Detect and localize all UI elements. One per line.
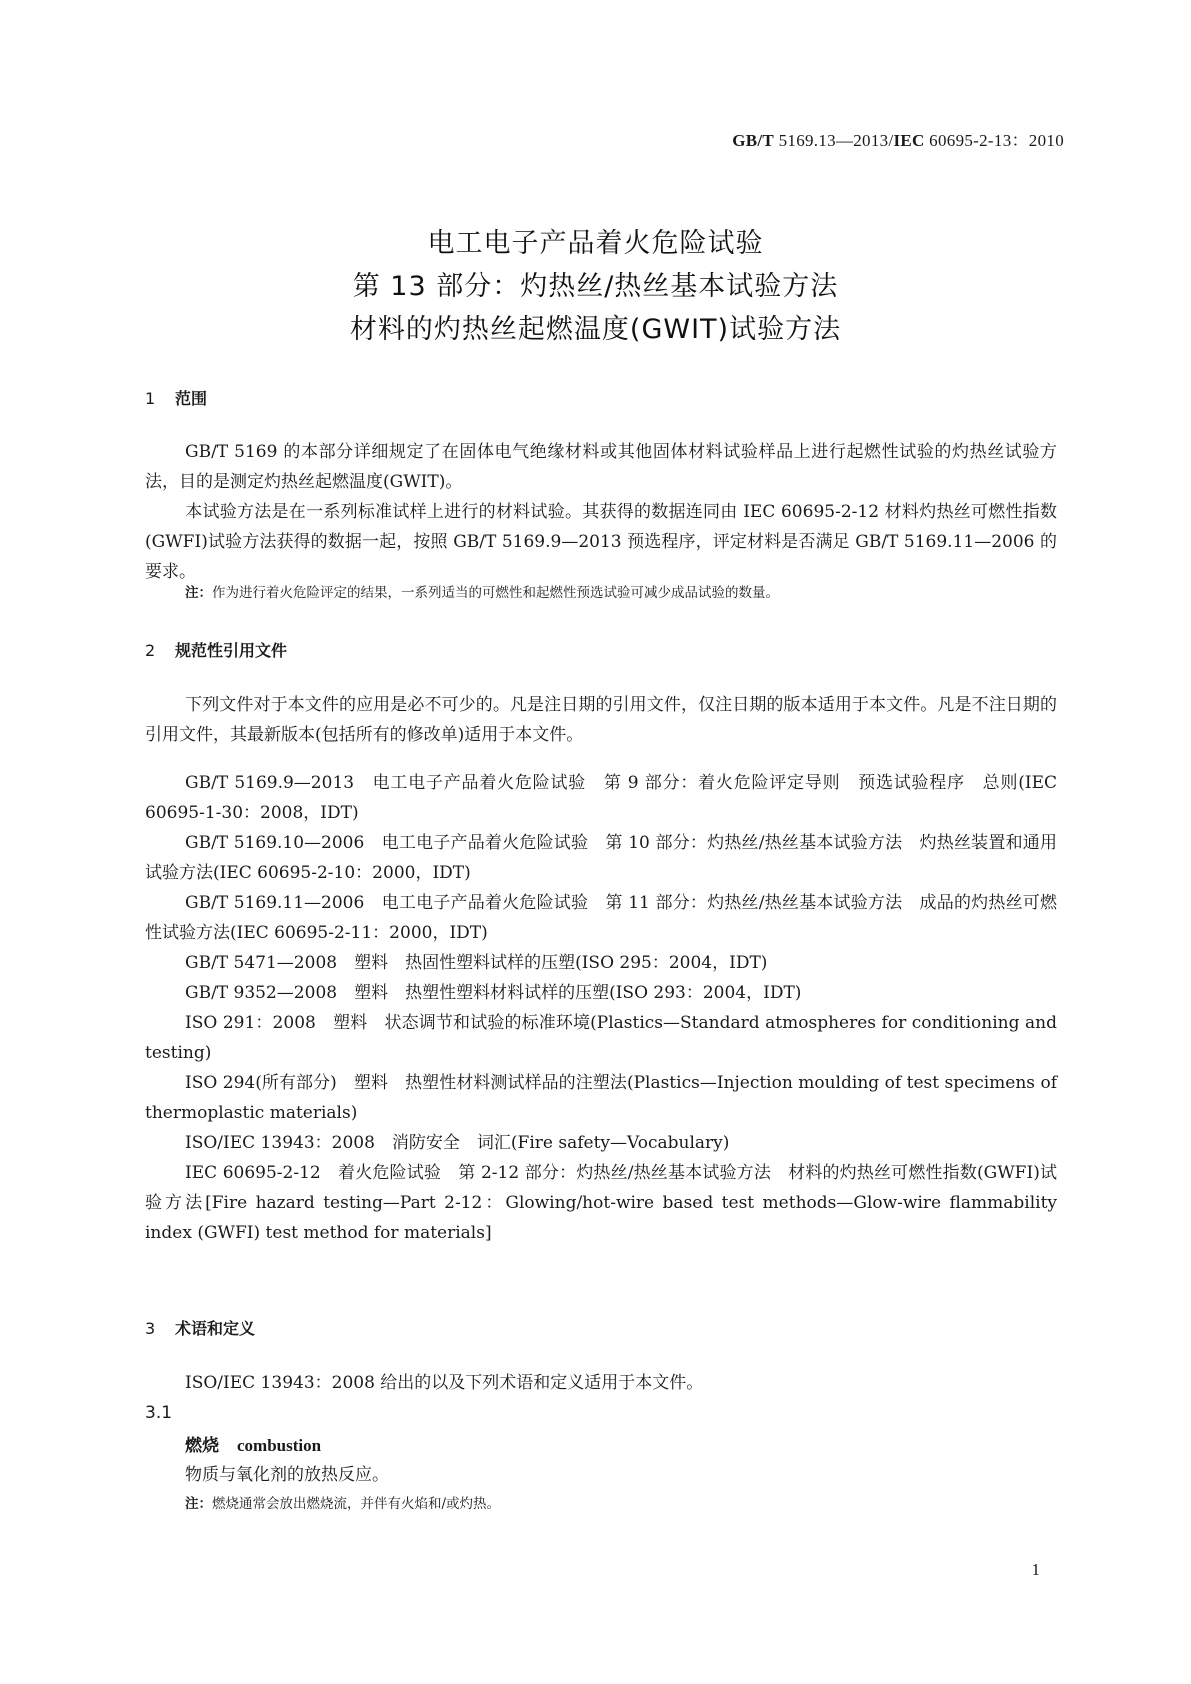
title-line-1: 电工电子产品着火危险试验 <box>427 228 764 259</box>
reference-item: IEC 60695-2-12 着火危险试验 第 2-12 部分：灼热丝/热丝基本试验方法 材料的灼热丝可燃性指数(GWFI)试验方法[Fire hazard testing—Part 2-12：Glowing/hot-wire based test methods—Glow-wire flammability index (GWFI) test method for materials] <box>145 1163 1057 1243</box>
scope-paragraph-1: GB/T 5169 的本部分详细规定了在固体电气绝缘材料或其他固体材料试验样品上进行起燃性试验的灼热丝试验方法，目的是测定灼热丝起燃温度(GWIT)。 <box>145 442 1057 492</box>
reference-item: GB/T 5169.11—2006 电工电子产品着火危险试验 第 11 部分：灼热丝/热丝基本试验方法 成品的灼热丝可燃性试验方法(IEC 60695-2-11：2000，IDT) <box>145 893 1057 943</box>
term-note: 注：燃烧通常会放出燃烧流，并伴有火焰和/或灼热。 <box>185 1496 501 1512</box>
term-definition: 物质与氧化剂的放热反应。 <box>185 1465 389 1485</box>
terms-intro: ISO/IEC 13943：2008 给出的以及下列术语和定义适用于本文件。 <box>185 1373 704 1393</box>
section-heading-terms: 3 术语和定义 <box>145 1319 256 1338</box>
term-number: 3.1 <box>145 1403 173 1423</box>
scope-note: 注：作为进行着火危险评定的结果，一系列适当的可燃性和起燃性预选试验可减少成品试验的数量。 <box>185 585 779 601</box>
reference-item: ISO/IEC 13943：2008 消防安全 词汇(Fire safety—Vocabulary) <box>185 1133 730 1153</box>
section-heading-scope: 1 范围 <box>145 389 208 408</box>
section-heading-normative-references: 2 规范性引用文件 <box>145 641 288 660</box>
reference-item: GB/T 5169.9—2013 电工电子产品着火危险试验 第 9 部分：着火危险评定导则 预选试验程序 总则(IEC 60695-1-30：2008，IDT) <box>145 773 1057 823</box>
title-line-2: 第 13 部分：灼热丝/热丝基本试验方法 <box>352 271 839 302</box>
scope-paragraph-2: 本试验方法是在一系列标准试样上进行的材料试验。其获得的数据连同由 IEC 60695-2-12 材料灼热丝可燃性指数(GWFI)试验方法获得的数据一起，按照 GB/T 5169.9—2013 预选程序，评定材料是否满足 GB/T 5169.11—2006 的要求。 <box>145 502 1057 582</box>
reference-item: ISO 294(所有部分) 塑料 热塑性材料测试样品的注塑法(Plastics—Injection moulding of test specimens of thermoplastic materials) <box>145 1073 1057 1123</box>
reference-list <box>145 768 1057 1248</box>
reference-item: GB/T 9352—2008 塑料 热塑性塑料材料试样的压塑(ISO 293：2004，IDT) <box>185 983 802 1003</box>
reference-item: ISO 291：2008 塑料 状态调节和试验的标准环境(Plastics—Standard atmospheres for conditioning and testing) <box>145 1013 1057 1063</box>
normative-intro: 下列文件对于本文件的应用是必不可少的。凡是注日期的引用文件，仅注日期的版本适用于本文件。凡是不注日期的引用文件，其最新版本(包括所有的修改单)适用于本文件。 <box>145 695 1057 745</box>
reference-item: GB/T 5169.10—2006 电工电子产品着火危险试验 第 10 部分：灼热丝/热丝基本试验方法 灼热丝装置和通用试验方法(IEC 60695-2-10：2000，IDT) <box>145 833 1057 883</box>
page-number: 1 <box>1031 1560 1040 1579</box>
reference-item: GB/T 5471—2008 塑料 热固性塑料试样的压塑(ISO 295：2004，IDT) <box>185 953 768 973</box>
title-line-3: 材料的灼热丝起燃温度(GWIT)试验方法 <box>349 314 842 345</box>
document-title <box>0 222 1191 351</box>
standard-code-header: GB/T 5169.13—2013/IEC 60695-2-13：2010 <box>732 131 1064 150</box>
term-entry: 燃烧 combustion <box>185 1436 322 1456</box>
